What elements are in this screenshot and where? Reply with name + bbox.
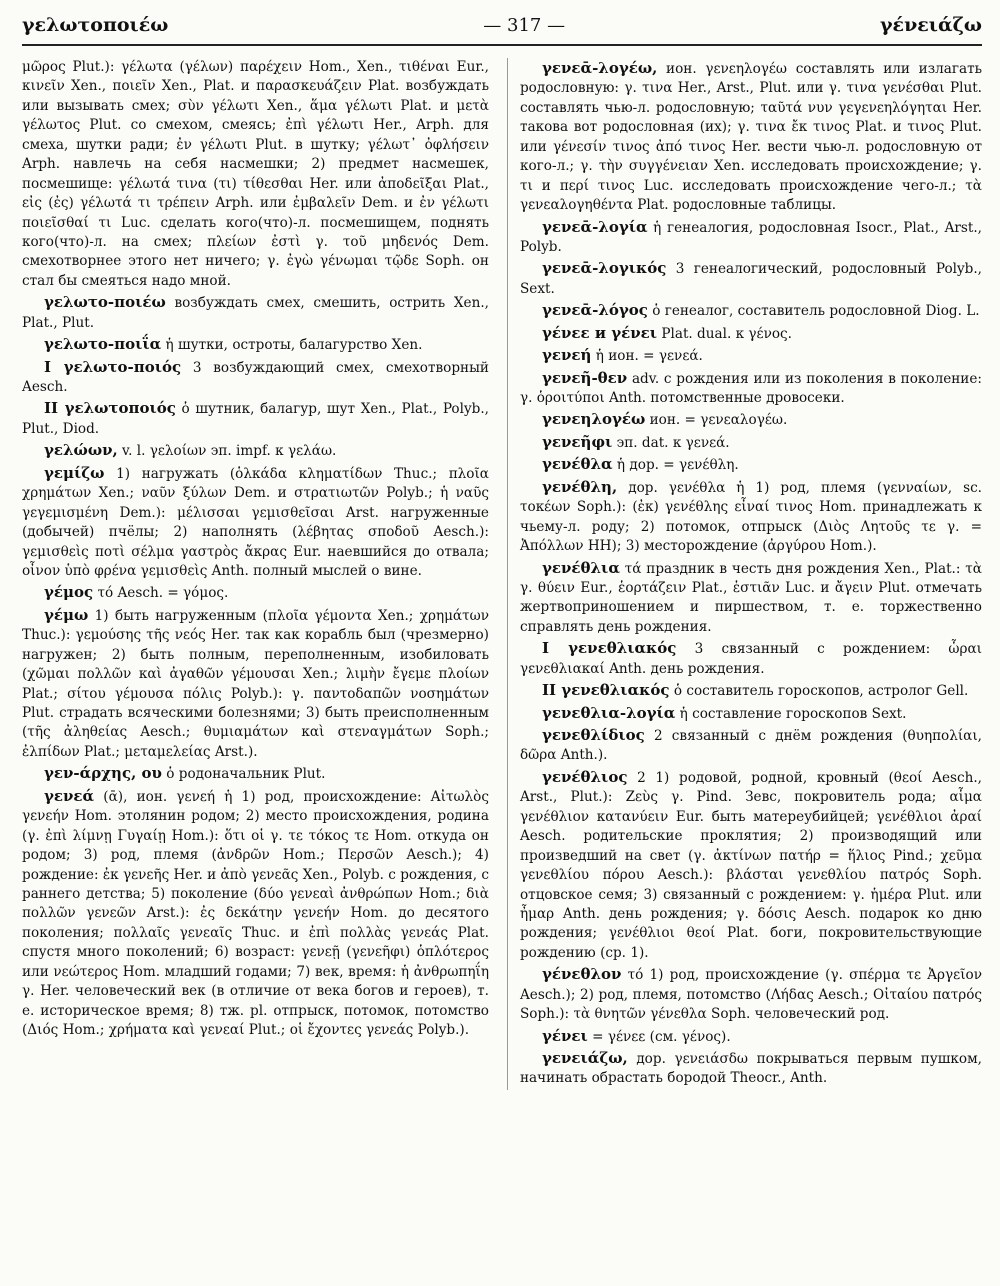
entry-headword: γενεή bbox=[541, 346, 592, 365]
entry-definition: 3 генеалогический, родословный Polyb., Sext. bbox=[519, 261, 982, 297]
left-column bbox=[22, 58, 489, 1090]
entry-headword: γενεῆ-θεν bbox=[541, 368, 628, 387]
dictionary-entry bbox=[520, 964, 982, 1024]
dictionary-entry bbox=[520, 703, 982, 724]
entry-definition: дор. γενέθλα ἡ 1) род, племя (γενναίων, sc. τοκέων Soph.): (ἐκ) γενέθλης εἶναί τινος Hom. принадлежать к чьему-л. роду; 2) потомок, отпрыск (Διὸς Λητοῦς τε γ. = Ἀπόλλων HH); 3) месторождение (ἀργύρου Hom.). bbox=[519, 479, 982, 555]
dictionary-entry bbox=[22, 334, 489, 355]
entry-headword: γενεά bbox=[44, 786, 95, 805]
dictionary-entry bbox=[22, 582, 489, 603]
entry-headword: I γελωτο-ποιός bbox=[44, 357, 182, 376]
dictionary-entry bbox=[520, 409, 982, 430]
entry-definition: τά праздник в честь дня рождения Xen., Plat.: τὰ γ. θύειν Eur., ἑορτάζειν Plat., ἑστιᾶν Luc. и ἄγειν Plut. отмечать жертвоприношением и пиршеством, т. е. торжественно справлять день рождения. bbox=[519, 560, 982, 635]
dictionary-entry bbox=[520, 767, 982, 963]
entry-headword: γενεθλίδιος bbox=[541, 726, 645, 744]
entry-definition: adv. с рождения или из поколения в поколение: γ. ὁροιτύποι Anth. потомственные дровосеки. bbox=[519, 370, 982, 406]
entry-definition: ἡ составление гороскопов Sext. bbox=[675, 705, 907, 722]
dictionary-entry bbox=[520, 1026, 982, 1047]
entry-definition: дор. γενειάσδω покрываться первым пушком, начинать обрастать бородой Theocr., Anth. bbox=[519, 1051, 982, 1087]
entry-definition: 1) быть нагруженным (πλοῖα γέμοντα Xen.; χρημάτων Thuc.): γεμούσης τῆς νεός Her. так как корабль был (чрезмерно) нагружен; 2) быть полным, переполненным, изобиловать (χῶμαι πολλῶν καὶ ἀγαθῶν γέμουσαι Xen.; λιμὴν ἔγεμε πλοίων Plat.; σίτου γέμουσα πόλις Polyb.): γ. παντοδαπῶν νοσημάτων Plut. страдать всяческими болезнями; 3) быть преисполненным (τῆς ἀληθείας Aesch.; θυμιαμάτων καὶ στεναγμάτων Soph.; ἐλπίδων Plat.; μεταμελείας Arst.). bbox=[22, 607, 489, 760]
entry-definition: (ᾱ), ион. γενεή ἡ 1) род, происхождение: Αἰτωλὸς γενεήν Hom. этолянин родом; 2) место происхождения, родина (γ. ἐπὶ λίμνῃ Γυγαίῃ Hom.): ὅτι οἱ γ. τε τόκος τε Hom. откуда он родом; 3) род, племя (ἀνδρῶν Hom.; Περσῶν Aesch.); 4) рождение: ἐκ γενεῆς Her. и ἀπὸ γενεᾶς Xen., Polyb. с рождения, с раннего детства; 5) поколение (δύο γενεαὶ ἀνθρώπων Hom.; διὰ πολλῶν γενεῶν Arst.): ἐς δεκάτην γενεήν Hom. до десятого поколения; πολλαῖς γενεαῖς Thuc. и ἐπὶ πολλὰς γενεάς Plat. спустя много поколений; 6) возраст: γενεῇ (γενεῆφι) ὁπλότερος или νεώτερος Hom. младший годами; 7) век, время: ἡ ἀνθρωπηΐη γ. Her. человеческий век (в отличие от века богов и героев), т. е. историческое время; 8) тж. pl. отпрыск, потомок, потомство (Διός Hom.; χρήματα καὶ γενεαί Plut.; οἱ ἔχοντες γενεάς Polyb.). bbox=[22, 788, 489, 1038]
entry-definition: ион. γενεηλογέω составлять или излагать родословную: γ. τινα Her., Arst., Plut. или γ. τινα γενέσθαι Plut. составлять чью-л. родословную; ταῦτά νυν γεγενεηλόγηται Her. такова вот родословная (их); γ. τινα ἔκ τινος Plat. и τινος Plut. или γένεσίν τινος ἀπό τινος Her. вести чью-л. родословную от кого-л.; γ. τὴν συγγένειαν Xen. исследовать происхождение; γ. τι и περί τινος Luc. исследовать происхождение чего-л.; τὰ γενεαλογηθέντα Plat. родословные таблицы. bbox=[519, 61, 982, 214]
dictionary-entry bbox=[22, 463, 489, 582]
entry-definition: Plat. dual. к γένος. bbox=[657, 325, 792, 342]
entry-definition: ὁ родоначальник Plut. bbox=[161, 766, 326, 783]
dictionary-entry bbox=[520, 477, 982, 557]
dictionary-entry bbox=[520, 58, 982, 216]
dictionary-entry bbox=[22, 440, 489, 461]
header-right-word: γένειάζω bbox=[879, 14, 982, 36]
entry-headword: γενεᾱ-λογία bbox=[541, 217, 648, 236]
entry-headword: γενεᾱ-λογικός bbox=[541, 259, 667, 278]
dictionary-entry bbox=[520, 1048, 982, 1089]
entry-definition: 3 связанный с рождением: ὧραι γενεθλιακαί Anth. день рождения. bbox=[519, 641, 982, 677]
dictionary-entry bbox=[22, 357, 489, 398]
entry-headword: γενέθλα bbox=[541, 455, 613, 474]
dictionary-entry bbox=[22, 58, 489, 291]
entry-definition: ἡ генеалогия, родословная Isocr., Plat., Arst., Polyb. bbox=[519, 219, 982, 255]
entry-headword: γενεῆφι bbox=[541, 432, 613, 451]
entry-headword: γένεε и γένει bbox=[541, 323, 658, 342]
dictionary-entry bbox=[520, 558, 982, 638]
entry-definition: ἡ шутки, остроты, балагурство Xen. bbox=[161, 337, 423, 354]
entry-headword: II γενεθλιακός bbox=[541, 681, 670, 700]
entry-headword: II γελωτοποιός bbox=[44, 399, 176, 418]
entry-headword: γελωτο-ποιΐα bbox=[44, 335, 162, 354]
entry-definition: возбуждать смех, смешить, острить Xen., Plat., Plut. bbox=[22, 295, 489, 331]
dictionary-entry bbox=[520, 454, 982, 475]
header-left-word: γελωτοποιέω bbox=[22, 14, 169, 36]
entry-definition: ὁ составитель гороскопов, астролог Gell. bbox=[669, 683, 969, 700]
entry-definition: 2 связанный с днём рождения (θυηπολίαι, δῶρα Anth.). bbox=[519, 728, 982, 764]
entry-definition: эп. dat. к γενεά. bbox=[612, 434, 730, 451]
entry-definition: ἡ ион. = γενεά. bbox=[591, 348, 703, 365]
entry-definition: 1) нагружать (ὁλκάδα κληματίδων Thuc.; πλοῖα χρημάτων Xen.; ναῦν ξύλων Dem. и στρατιωτῶν Polyb.; ἡ ναῦς γεγεμισμένη Dem.): μέλισσαι γεμισθεῖσαι Arst. нагруженные (добычей) пчёлы; 2) наполнять (λέβητας σποδοῦ Aesch.): γεμισθεὶς ποτὶ σέλμα γαστρὸς ἄκρας Eur. наевшийся до отвала; οἶνον ὑπὸ φρένα γεμισθεὶς Anth. полный мыслей о вине. bbox=[22, 465, 489, 579]
dictionary-entry bbox=[22, 398, 489, 439]
entry-headword: γενεθλια-λογία bbox=[541, 703, 676, 722]
right-column bbox=[507, 58, 982, 1090]
entry-definition: ἡ дор. = γενέθλη. bbox=[612, 457, 739, 474]
dictionary-entry bbox=[520, 638, 982, 679]
entry-definition: τό Aesch. = γόμος. bbox=[93, 585, 229, 602]
entry-headword: γενέθλια bbox=[541, 558, 620, 577]
entry-definition: 2 1) родовой, родной, кровный (θεοί Aesch., Arst., Plut.): Ζεὺς γ. Pind. Зевс, покровитель рода; αἷμα γενέθλιον κατανύειν Eur. быть матереубийцей; γενέθλιοι ἀραί Aesch. родительские проклятия; 2) производящий или произведший на свет (γ. ἀκτίνων πατήρ = ἥλιος Pind.; χεῦμα γενεθλίου πόρου Aesch.): βλάσται γενεθλίου πατρός Soph. отцовское семя; 3) связанный с рождением: γ. ἡμέρα Plut. или ἦμαρ Anth. день рождения; γ. δόσις Aesch. подарок ко дню рождения; γενέθλιοι θεοί Plat. боги, покровительствующие рождению (ср. 1). bbox=[519, 769, 982, 961]
dictionary-entry bbox=[520, 300, 982, 321]
entry-headword: γενέθλη, bbox=[541, 477, 618, 496]
entry-definition: ὁ генеалог, составитель родословной Diog. L. bbox=[647, 303, 980, 320]
entry-headword: γελώων, bbox=[44, 441, 118, 460]
entry-definition: μῶρος Plut.): γέλωτα (γέλων) παρέχειν Hom., Xen., τιθέναι Eur., κινεῖν Xen., ποιεῖν Xen., Plat. и παρασκευάζειν Plat. возбуждать или вызывать смех; σὺν γέλωτι Xen., ἅμα γέλωτι Plat. и μετὰ γέλωτος Plut. со смехом, смеясь; ἐπὶ γέλωτι Her., Arph. для смеха, шутки ради; ἐν γέλωτι Plut. в шутку; γέλωτ᾽ ὀφλήσειν Arph. навлечь на себя насмешки; 2) предмет насмешек, посмешище: γέλωτά τινα (τι) τίθεσθαι Her. или ἀποδεῖξαι Plat., εἰς (ἐς) γέλωτά τι τρέπειν Arph. или ἐμβαλεῖν Dem. и ἐν γέλωτι ποιεῖσθαί τι Luc. сделать кого(что)-л. посмешищем, поднять кого(что)-л. на смех; πλείων ἐστὶ γ. τοῦ μηδενός Dem. смехотворнее этого нет ничего; γ. ἐγὼ γένωμαι τῷδε Soph. он стал бы смеяться надо мной. bbox=[22, 59, 489, 289]
entry-definition: v. l. γελοίων эп. impf. к γελάω. bbox=[117, 443, 337, 460]
dictionary-entry bbox=[520, 258, 982, 299]
two-column-body bbox=[22, 58, 982, 1090]
dictionary-entry bbox=[520, 217, 982, 258]
entry-definition: ὁ шутник, балагур, шут Xen., Plat., Polyb., Plut., Diod. bbox=[22, 401, 489, 437]
entry-definition: ион. = γενεαλογέω. bbox=[645, 412, 788, 429]
entry-headword: γεμίζω bbox=[44, 463, 105, 482]
dictionary-entry bbox=[22, 605, 489, 763]
entry-headword: γενεηλογέω bbox=[541, 410, 646, 429]
dictionary-entry bbox=[520, 725, 982, 766]
dictionary-entry bbox=[520, 680, 982, 701]
dictionary-entry bbox=[22, 763, 489, 784]
entry-headword: γελωτο-ποιέω bbox=[44, 293, 166, 312]
entry-headword: γέμος bbox=[44, 583, 94, 602]
entry-headword: γένει bbox=[541, 1026, 588, 1045]
entry-headword: γενεᾱ-λόγος bbox=[541, 301, 648, 320]
dictionary-entry bbox=[520, 345, 982, 366]
entry-definition: = γένεε (см. γένος). bbox=[587, 1028, 731, 1045]
entry-definition: 3 возбуждающий смех, смехотворный Aesch. bbox=[22, 359, 489, 395]
entry-headword: γεν-άρχης, ου bbox=[44, 764, 162, 783]
entry-headword: γενεᾱ-λογέω, bbox=[541, 59, 658, 77]
entry-headword: γέμω bbox=[44, 605, 89, 624]
dictionary-entry bbox=[22, 292, 489, 333]
dictionary-entry bbox=[520, 432, 982, 453]
dictionary-entry bbox=[22, 786, 489, 1041]
dictionary-entry bbox=[520, 323, 982, 344]
entry-headword: γενέθλιος bbox=[541, 767, 628, 786]
entry-definition: τό 1) род, происхождение (γ. σπέρμα τε Ἀργεῖον Aesch.); 2) род, племя, потомство (Λήδας Aesch.; Οἰταίου πατρός Soph.): τὰ θνητῶν γένεθλα Soph. человеческий род. bbox=[519, 967, 982, 1023]
entry-headword: γενειάζω, bbox=[541, 1049, 628, 1067]
page-number: — 317 — bbox=[483, 15, 566, 36]
page-header bbox=[22, 14, 982, 46]
dictionary-entry bbox=[520, 368, 982, 409]
entry-headword: I γενεθλιακός bbox=[541, 639, 677, 658]
entry-headword: γένεθλον bbox=[541, 965, 622, 984]
